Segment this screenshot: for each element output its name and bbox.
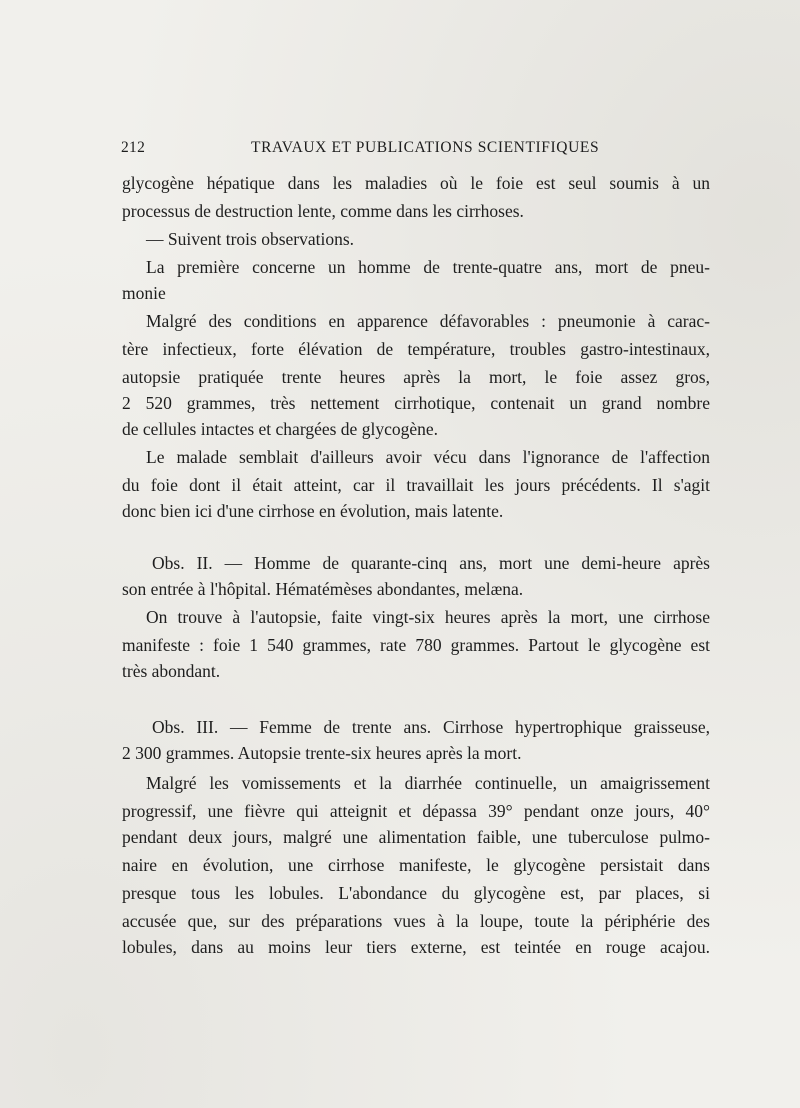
text-line: presque tous les lobules. L'abondance du glycogène est, par places, si — [122, 883, 710, 903]
text-line: progressif, une fièvre qui atteignit et dépassa 39° pendant onze jours, 40° — [122, 801, 710, 821]
text-line: très abondant. — [122, 661, 221, 681]
text-line: processus de destruction lente, comme dans les cirrhoses. — [122, 201, 524, 221]
text-line: La première concerne un homme de trente-quatre ans, mort de pneu- — [146, 257, 710, 277]
text-line: Malgré les vomissements et la diarrhée continuelle, un amaigrissement — [146, 773, 710, 793]
text-line: 2 300 grammes. Autopsie trente-six heures après la mort. — [122, 743, 522, 763]
text-line: Malgré des conditions en apparence défavorables : pneumonie à carac- — [146, 311, 710, 331]
text-line: 2 520 grammes, très nettement cirrhotique, contenait un grand nombre — [122, 393, 710, 413]
text-line: Le malade semblait d'ailleurs avoir vécu dans l'ignorance de l'affection — [146, 447, 710, 467]
text-line: monie — [122, 283, 166, 303]
text-line: du foie dont il était atteint, car il travaillait les jours précédents. Il s'agit — [122, 475, 710, 495]
text-line: autopsie pratiquée trente heures après la mort, le foie assez gros, — [122, 367, 710, 387]
text-line: naire en évolution, une cirrhose manifeste, le glycogène persistait dans — [122, 855, 710, 875]
observation-heading: Obs. II. — Homme de quarante-cinq ans, mort une demi-heure après — [152, 553, 710, 573]
text-line: On trouve à l'autopsie, faite vingt-six heures après la mort, une cirrhose — [146, 607, 710, 627]
text-line: glycogène hépatique dans les maladies où le foie est seul soumis à un — [122, 173, 710, 193]
text-line: lobules, dans au moins leur tiers externe, est teintée en rouge acajou. — [122, 937, 710, 957]
text-line: accusée que, sur des préparations vues à la loupe, toute la périphérie des — [122, 911, 710, 931]
text-line: — Suivent trois observations. — [146, 229, 355, 249]
running-head — [121, 139, 600, 163]
text-line: de cellules intactes et chargées de glycogène. — [122, 419, 438, 439]
text-line: pendant deux jours, malgré une alimentation faible, une tuberculose pulmo- — [122, 827, 710, 847]
text-line: son entrée à l'hôpital. Hématémèses abondantes, melæna. — [122, 579, 524, 599]
text-line: donc bien ici d'une cirrhose en évolution, mais latente. — [122, 501, 504, 521]
text-line: tère infectieux, forte élévation de température, troubles gastro-intestinaux, — [122, 339, 710, 359]
running-title: TRAVAUX ET PUBLICATIONS SCIENTIFIQUES — [251, 139, 600, 156]
text-line: manifeste : foie 1 540 grammes, rate 780 grammes. Partout le glycogène est — [122, 635, 710, 655]
page-number: 212 — [121, 139, 146, 156]
observation-heading: Obs. III. — Femme de trente ans. Cirrhose hypertrophique graisseuse, — [152, 717, 710, 737]
